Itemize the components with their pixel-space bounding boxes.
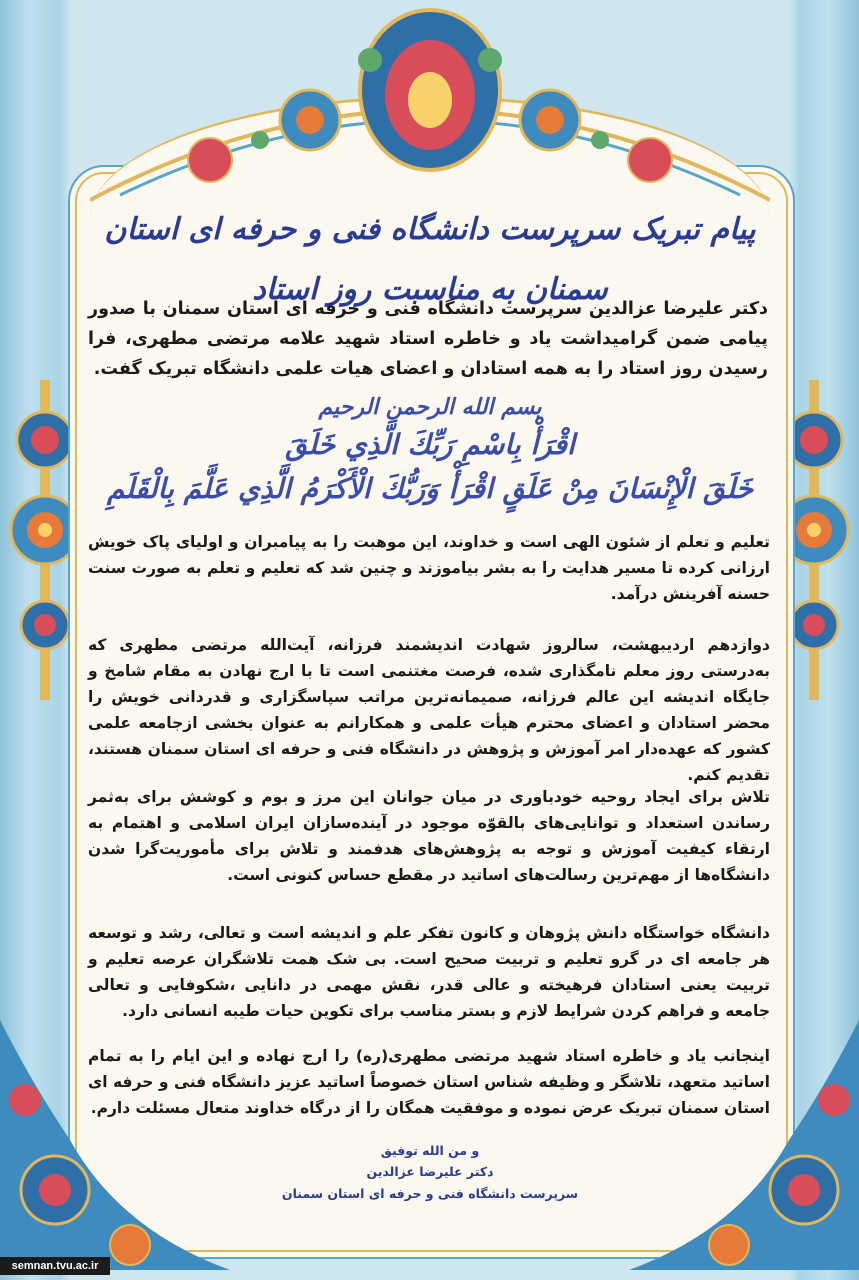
signature-name: دکتر علیرضا عزالدین	[366, 1164, 494, 1179]
body-paragraph-1: تعلیم و تعلم از شئون الهی است و خداوند، این موهبت را به پیامبران و اولیای پاک خویش ارزانی کرده تا مسیر هدایت را به بشر بیاموزند و چنین شد که تعلیم و تعلم به صورت سنت حسنه آفرینش درآمد.	[88, 533, 770, 603]
signature-position: سرپرست دانشگاه فنی و حرفه ای استان سمنان	[281, 1186, 579, 1201]
page-title: پیام تبریک سرپرست دانشگاه فنی و حرفه ای استان سمنان به مناسبت روز استاد	[104, 212, 756, 307]
site-watermark: semnan.tvu.ac.ir	[0, 1257, 110, 1275]
quran-verse-1: اقْرَأْ بِاسْمِ رَبِّكَ الَّذِي خَلَقَ	[285, 428, 575, 461]
body-paragraph-3: تلاش برای ایجاد روحیه خودباوری در میان جوانان این مرز و بوم و کوشش برای به‌ثمر رساندن استعداد و توانایی‌های بالقوّه موجود در آینده‌سازان ایران اسلامی و اهتمام به ارتقاء کیفیت آموزش و توجه به پژوهش‌های هدفمند و تلاش برای مأموریت‌گرا شدن دانشگاه‌ها از مهم‌ترین رسالت‌های اساتید در مقطع حساس کنونی است.	[88, 788, 770, 884]
lead-paragraph: دکتر علیرضا عزالدین سرپرست دانشگاه فنی و حرفه ای استان سمنان با صدور پیامی ضمن گرامیداشت یاد و خاطره استاد شهید علامه مرتضی مطهری، فرا رسیدن روز استاد را به همه استادان و اعضای هیات علمی دانشگاه تبریک گفت.	[88, 299, 768, 379]
quran-verse-2: خَلَقَ الْإِنْسَانَ مِنْ عَلَقٍ اقْرَأْ وَرَبُّكَ الْأَكْرَمُ الَّذِي عَلَّمَ بِالْقَلَمِ	[106, 472, 754, 505]
basmala: بسم الله الرحمن الرحیم	[318, 394, 542, 420]
body-paragraph-2: دوازدهم اردیبهشت، سالروز شهادت اندیشمند فرزانه، آیت‌الله مرتضی مطهری که به‌درستی روز معلم نامگذاری شده، فرصت مغتنمی است تا با ارج نهادن به مقام شامخ و جایگاه اندیشه این عالم فرزانه، صمیمانه‌ترین مراتب سپاسگزاری و قدردانی خویش را محضر استادان و اعضای محترم هیأت علمی و همکارانم به عنوان بخشی ازجامعه علمی کشور که عهده‌دار امر آموزش و پژوهش در دانشگاه فنی و حرفه ای استان سمنان هستند، تقدیم کنم.	[88, 636, 770, 784]
body-paragraph-5: اینجانب یاد و خاطره استاد شهید مرتضی مطهری(ره) را ارج نهاده و این ایام را به تمام اساتید متعهد، تلاشگر و وظیفه شناس استان خصوصاً اساتید عزیز دانشگاه فنی و حرفه ای استان سمنان تبریک عرض نموده و موفقیت همگان را از درگاه خداوند متعال مسئلت دارم.	[88, 1047, 770, 1117]
top-floral-ornament	[90, 0, 770, 215]
body-paragraph-4: دانشگاه خواستگاه دانش پژوهان و کانون تفکر علم و اندیشه است و تعالی، رشد و توسعه هر جامعه ای در گرو تعلیم و تربیت صحیح است. بی شک همت تلاشگران عرصه تعلیم و تربیت یعنی استادان فرهیخته و عالی قدر، نقش مهمی در دانایی ،شکوفایی و تعالی جامعه و فراهم کردن شرایط لازم و بستر مناسب برای تکوین حیات طیبه انسانی دارد.	[88, 924, 770, 1020]
signature-closing: و من الله توفیق	[380, 1143, 480, 1158]
